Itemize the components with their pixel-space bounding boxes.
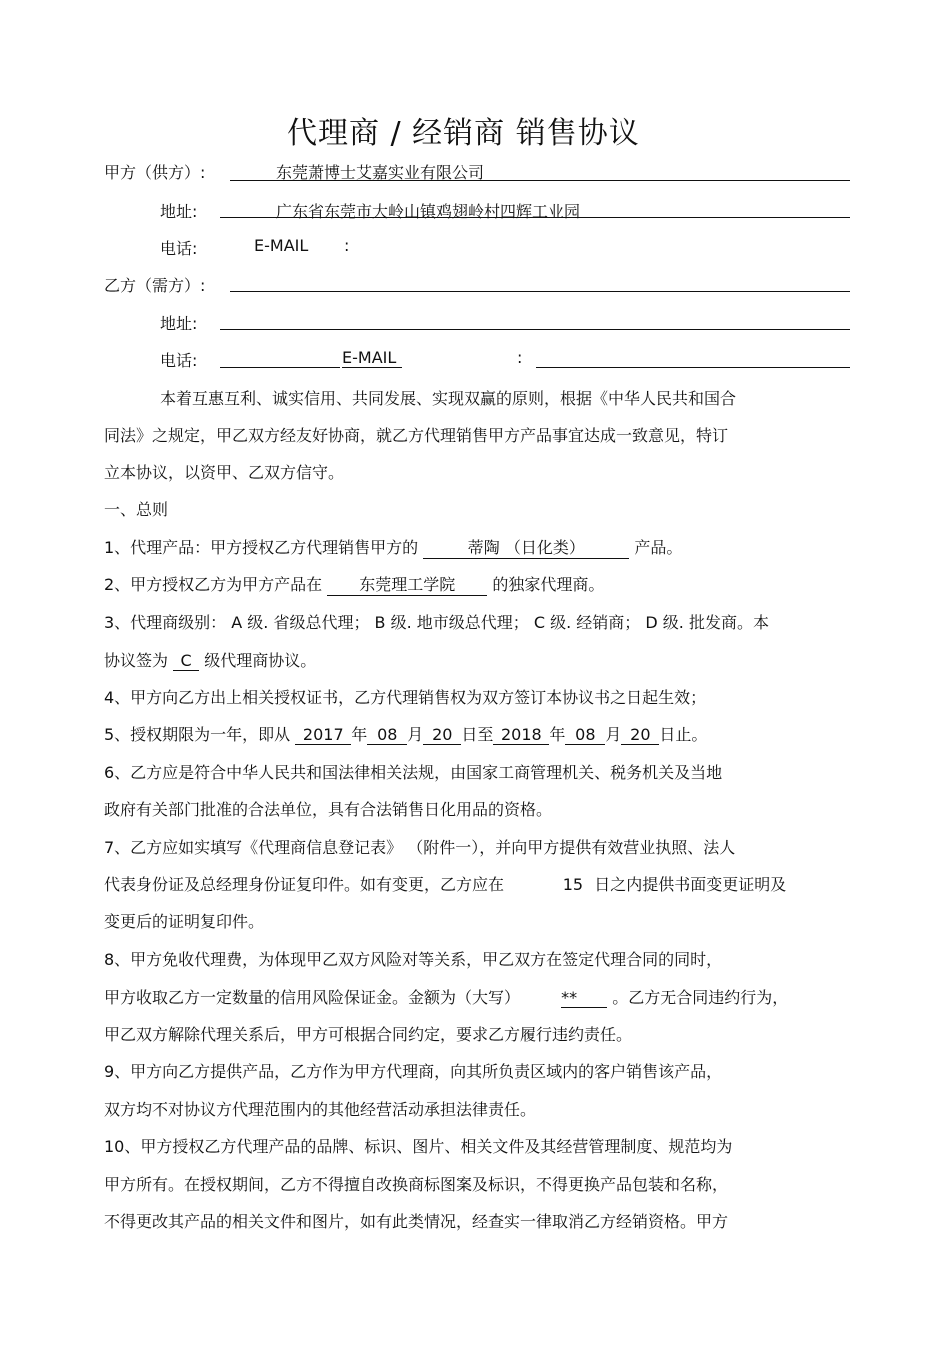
clause-5-pre: 5、授权期限为一年，即从 — [104, 725, 291, 744]
clause-2-region: 东莞理工学院 — [327, 572, 487, 596]
clause-3-line-2-post: 级代理商协议。 — [204, 651, 317, 670]
clause-10-line-3: 不得更改其产品的相关文件和图片，如有此类情况，经查实一律取消乙方经销资格。甲方 — [104, 1212, 729, 1231]
clause-9-line-1: 9、甲方向乙方提供产品，乙方作为甲方代理商，向其所负责区域内的客户销售该产品， — [104, 1062, 723, 1081]
clause-4: 4、甲方向乙方出上相关授权证书，乙方代理销售权为双方签订本协议书之日起生效； — [104, 688, 707, 707]
clause-6-line-1: 6、乙方应是符合中华人民共和国法律相关法规，由国家工商管理机关、税务机关及当地 — [104, 763, 723, 782]
clause-10-line-2: 甲方所有。在授权期间，乙方不得擅自改换商标图案及标识，不得更换产品包装和名称， — [104, 1175, 729, 1194]
clause-5-end-month: 08 — [565, 725, 605, 745]
clause-5-end-day: 20 — [621, 725, 659, 745]
clause-8-line-3: 甲乙双方解除代理关系后，甲方可根据合同约定，要求乙方履行违约责任。 — [104, 1025, 633, 1044]
clause-8-line-1: 8、甲方免收代理费，为体现甲乙双方风险对等关系，甲乙双方在签定代理合同的同时， — [104, 950, 723, 969]
clause-2-post: 的独家代理商。 — [492, 575, 605, 594]
clause-8-line-2-post: 。乙方无合同违约行为， — [612, 988, 789, 1007]
party-b-email-label-underline — [342, 367, 402, 368]
clause-7-line-3: 变更后的证明复印件。 — [104, 912, 265, 931]
clause-7-line-2 — [104, 872, 786, 895]
party-a-address: 广东省东莞市大岭山镇鸡翅岭村四辉工业园 — [276, 202, 581, 221]
party-b-email-colon: : — [517, 348, 523, 367]
clause-5-start-day: 20 — [423, 725, 461, 745]
clause-3-level: C — [173, 651, 199, 671]
party-a-name: 东莞萧博士艾嘉实业有限公司 — [276, 163, 485, 182]
document-title: 代理商 / 经销商 销售协议 — [287, 116, 640, 151]
clause-7-line-2-post: 日之内提供书面变更证明及 — [594, 875, 787, 894]
section-title: 一、总则 — [104, 500, 169, 519]
clause-1 — [104, 535, 682, 559]
clause-5-end-label: 日止。 — [659, 725, 708, 744]
clause-7-line-2-pre: 代表身份证及总经理身份证复印件。如有变更，乙方应在 — [104, 875, 505, 894]
party-a-address-underline — [220, 217, 850, 218]
party-b-address-label: 地址: — [160, 314, 198, 333]
clause-7-line-1: 7、乙方应如实填写《代理商信息登记表》 （附件一），并向甲方提供有效营业执照、法人 — [104, 838, 736, 857]
party-a-email-colon: : — [344, 236, 350, 255]
clause-2 — [104, 572, 604, 596]
intro-line-3: 立本协议，以资甲、乙双方信守。 — [104, 463, 345, 482]
party-b-email-label: E-MAIL — [342, 348, 397, 367]
clause-3-line-2-pre: 协议签为 — [104, 651, 169, 670]
party-b-phone-label: 电话: — [160, 351, 198, 370]
intro-line-2: 同法》之规定，甲乙双方经友好协商，就乙方代理销售甲方产品事宜达成一致意见，特订 — [104, 426, 729, 445]
party-a-phone-label: 电话: — [160, 239, 198, 258]
party-b-phone-underline — [220, 367, 340, 368]
clause-6-line-2: 政府有关部门批准的合法单位，具有合法销售日化用品的资格。 — [104, 800, 553, 819]
clause-1-pre: 1、代理产品：甲方授权乙方代理销售甲方的 — [104, 538, 419, 557]
party-a-name-underline — [230, 180, 850, 181]
party-a-email-label: E-MAIL — [254, 236, 309, 255]
clause-5-to-label: 日至 — [461, 725, 494, 744]
party-b-label: 乙方（需方）: — [104, 276, 206, 295]
clause-5-end-year: 2018 — [493, 725, 549, 745]
clause-5-month-label-2: 月 — [605, 725, 622, 744]
party-b-email-underline — [536, 367, 850, 368]
clause-7-days: 15 — [562, 875, 584, 894]
party-b-name-underline — [230, 291, 850, 292]
clause-1-product: 蒂陶 （日化类） — [423, 535, 629, 559]
party-a-label: 甲方（供方）: — [104, 163, 206, 182]
clause-5 — [104, 722, 707, 745]
clause-10-line-1: 10、甲方授权乙方代理产品的品牌、标识、图片、相关文件及其经营管理制度、规范均为 — [104, 1137, 733, 1156]
clause-8-amount: ** — [561, 988, 607, 1008]
clause-8-line-2 — [104, 985, 788, 1008]
clause-3-line-2 — [104, 648, 316, 671]
clause-5-start-month: 08 — [367, 725, 407, 745]
clause-5-month-label: 月 — [407, 725, 424, 744]
clause-5-year-label-2: 年 — [549, 725, 566, 744]
party-b-address-underline — [220, 329, 850, 330]
intro-line-1: 本着互惠互利、诚实信用、共同发展、实现双赢的原则，根据《中华人民共和国合 — [160, 389, 737, 408]
clause-1-post: 产品。 — [634, 538, 683, 557]
clause-5-start-year: 2017 — [295, 725, 351, 745]
clause-2-pre: 2、甲方授权乙方为甲方产品在 — [104, 575, 323, 594]
clause-9-line-2: 双方均不对协议方代理范围内的其他经营活动承担法律责任。 — [104, 1100, 537, 1119]
clause-5-year-label: 年 — [351, 725, 368, 744]
party-a-address-label: 地址: — [160, 202, 198, 221]
clause-8-line-2-pre: 甲方收取乙方一定数量的信用风险保证金。金额为（大写） — [104, 988, 521, 1007]
clause-3-line-1: 3、代理商级别： A 级. 省级总代理； B 级. 地市级总代理； C 级. 经销商； D 级. 批发商。本 — [104, 613, 769, 632]
